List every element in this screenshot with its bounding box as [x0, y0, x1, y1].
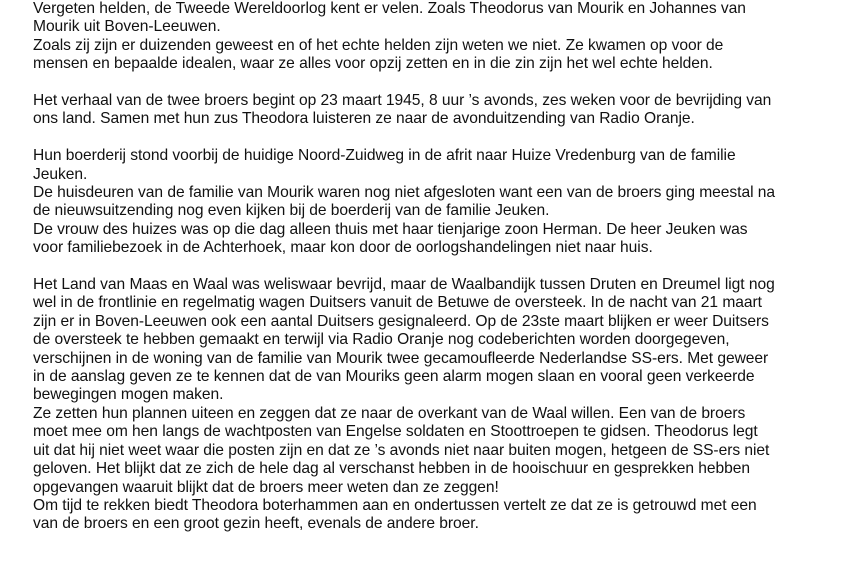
paragraph-story-start: [33, 92, 863, 129]
text-line: Mourik uit Boven-Leeuwen.: [33, 18, 221, 36]
text-line: voor familiebezoek in de Achterhoek, maar kon door de oorlogshandelingen niet naar huis.: [33, 239, 653, 257]
text-line: bewegingen mogen maken.: [33, 386, 224, 404]
text-line: de oversteek te hebben gemaakt en terwijl via Radio Oranje nog codeberichten worden doorgegeven,: [33, 331, 730, 349]
text-line: uit dat hij niet weet waar die posten zijn en dat ze ’s avonds niet naar buiten mogen, hetgeen de SS-ers niet: [33, 441, 770, 459]
text-line: Zoals zij zijn er duizenden geweest en of het echte helden zijn weten we niet. Ze kwamen op voor de: [33, 36, 724, 54]
text-line: De vrouw des huizes was op die dag alleen thuis met haar tienjarige zoon Herman. De heer Jeuken was: [33, 220, 748, 238]
text-line: Ze zetten hun plannen uiteen en zeggen dat ze naar de overkant van de Waal willen. Een van de broers: [33, 404, 746, 422]
text-line: Om tijd te rekken biedt Theodora boterhammen aan en ondertussen vertelt ze dat ze is getrouwd met een: [33, 496, 757, 514]
text-line: Hun boerderij stond voorbij de huidige Noord-Zuidweg in de afrit naar Huize Vredenburg van de familie: [33, 147, 736, 165]
text-line: wel in de frontlinie en regelmatig wagen Duitsers vanuit de Betuwe de oversteek. In de nacht van 21 maart: [33, 294, 762, 312]
document-body: [33, 0, 863, 534]
paragraph-farm: [33, 147, 863, 257]
text-line: mensen en bepaalde idealen, waar ze alles voor opzij zetten en in die zin zijn het wel echte helden.: [33, 55, 713, 73]
text-line: De huisdeuren van de familie van Mourik waren nog niet afgesloten want een van de broers ging meestal na: [33, 184, 776, 202]
paragraph-gap: [33, 258, 863, 276]
paragraph-gap: [33, 74, 863, 92]
text-line: opgevangen waaruit blijkt dat de broers meer weten dan ze zeggen!: [33, 478, 499, 496]
paragraph-intro: [33, 0, 863, 74]
text-line: van de broers en een groot gezin heeft, evenals de andere broer.: [33, 515, 479, 533]
text-line: moet mee om hen langs de wachtposten van Engelse soldaten en Stoottroepen te gidsen. Theodorus legt: [33, 423, 758, 441]
text-line: in de aanslag geven ze te kennen dat de van Mouriks geen alarm mogen slaan en vooral geen verkeerde: [33, 368, 755, 386]
text-line: Het verhaal van de twee broers begint op 23 maart 1945, 8 uur ’s avonds, zes weken voor de bevrijding van: [33, 92, 772, 110]
text-line: ons land. Samen met hun zus Theodora luisteren ze naar de avonduitzending van Radio Oranje.: [33, 110, 695, 128]
paragraph-front: [33, 276, 863, 534]
text-line: Vergeten helden, de Tweede Wereldoorlog kent er velen. Zoals Theodorus van Mourik en Johannes van: [33, 0, 746, 17]
paragraph-gap: [33, 129, 863, 147]
text-line: Het Land van Maas en Waal was weliswaar bevrijd, maar de Waalbandijk tussen Druten en Dreumel ligt nog: [33, 276, 775, 294]
text-line: Jeuken.: [33, 165, 88, 183]
text-line: geloven. Het blijkt dat ze zich de hele dag al verschanst hebben in de hooischuur en gesprekken hebben: [33, 460, 751, 478]
text-line: de nieuwsuitzending nog even kijken bij de boerderij van de familie Jeuken.: [33, 202, 550, 220]
text-line: verschijnen in de woning van de familie van Mourik twee gecamoufleerde Nederlandse SS-ers. Met geweer: [33, 349, 769, 367]
text-line: zijn er in Boven-Leeuwen ook een aantal Duitsers gesignaleerd. Op de 23ste maart blijken er weer Duitsers: [33, 312, 769, 330]
